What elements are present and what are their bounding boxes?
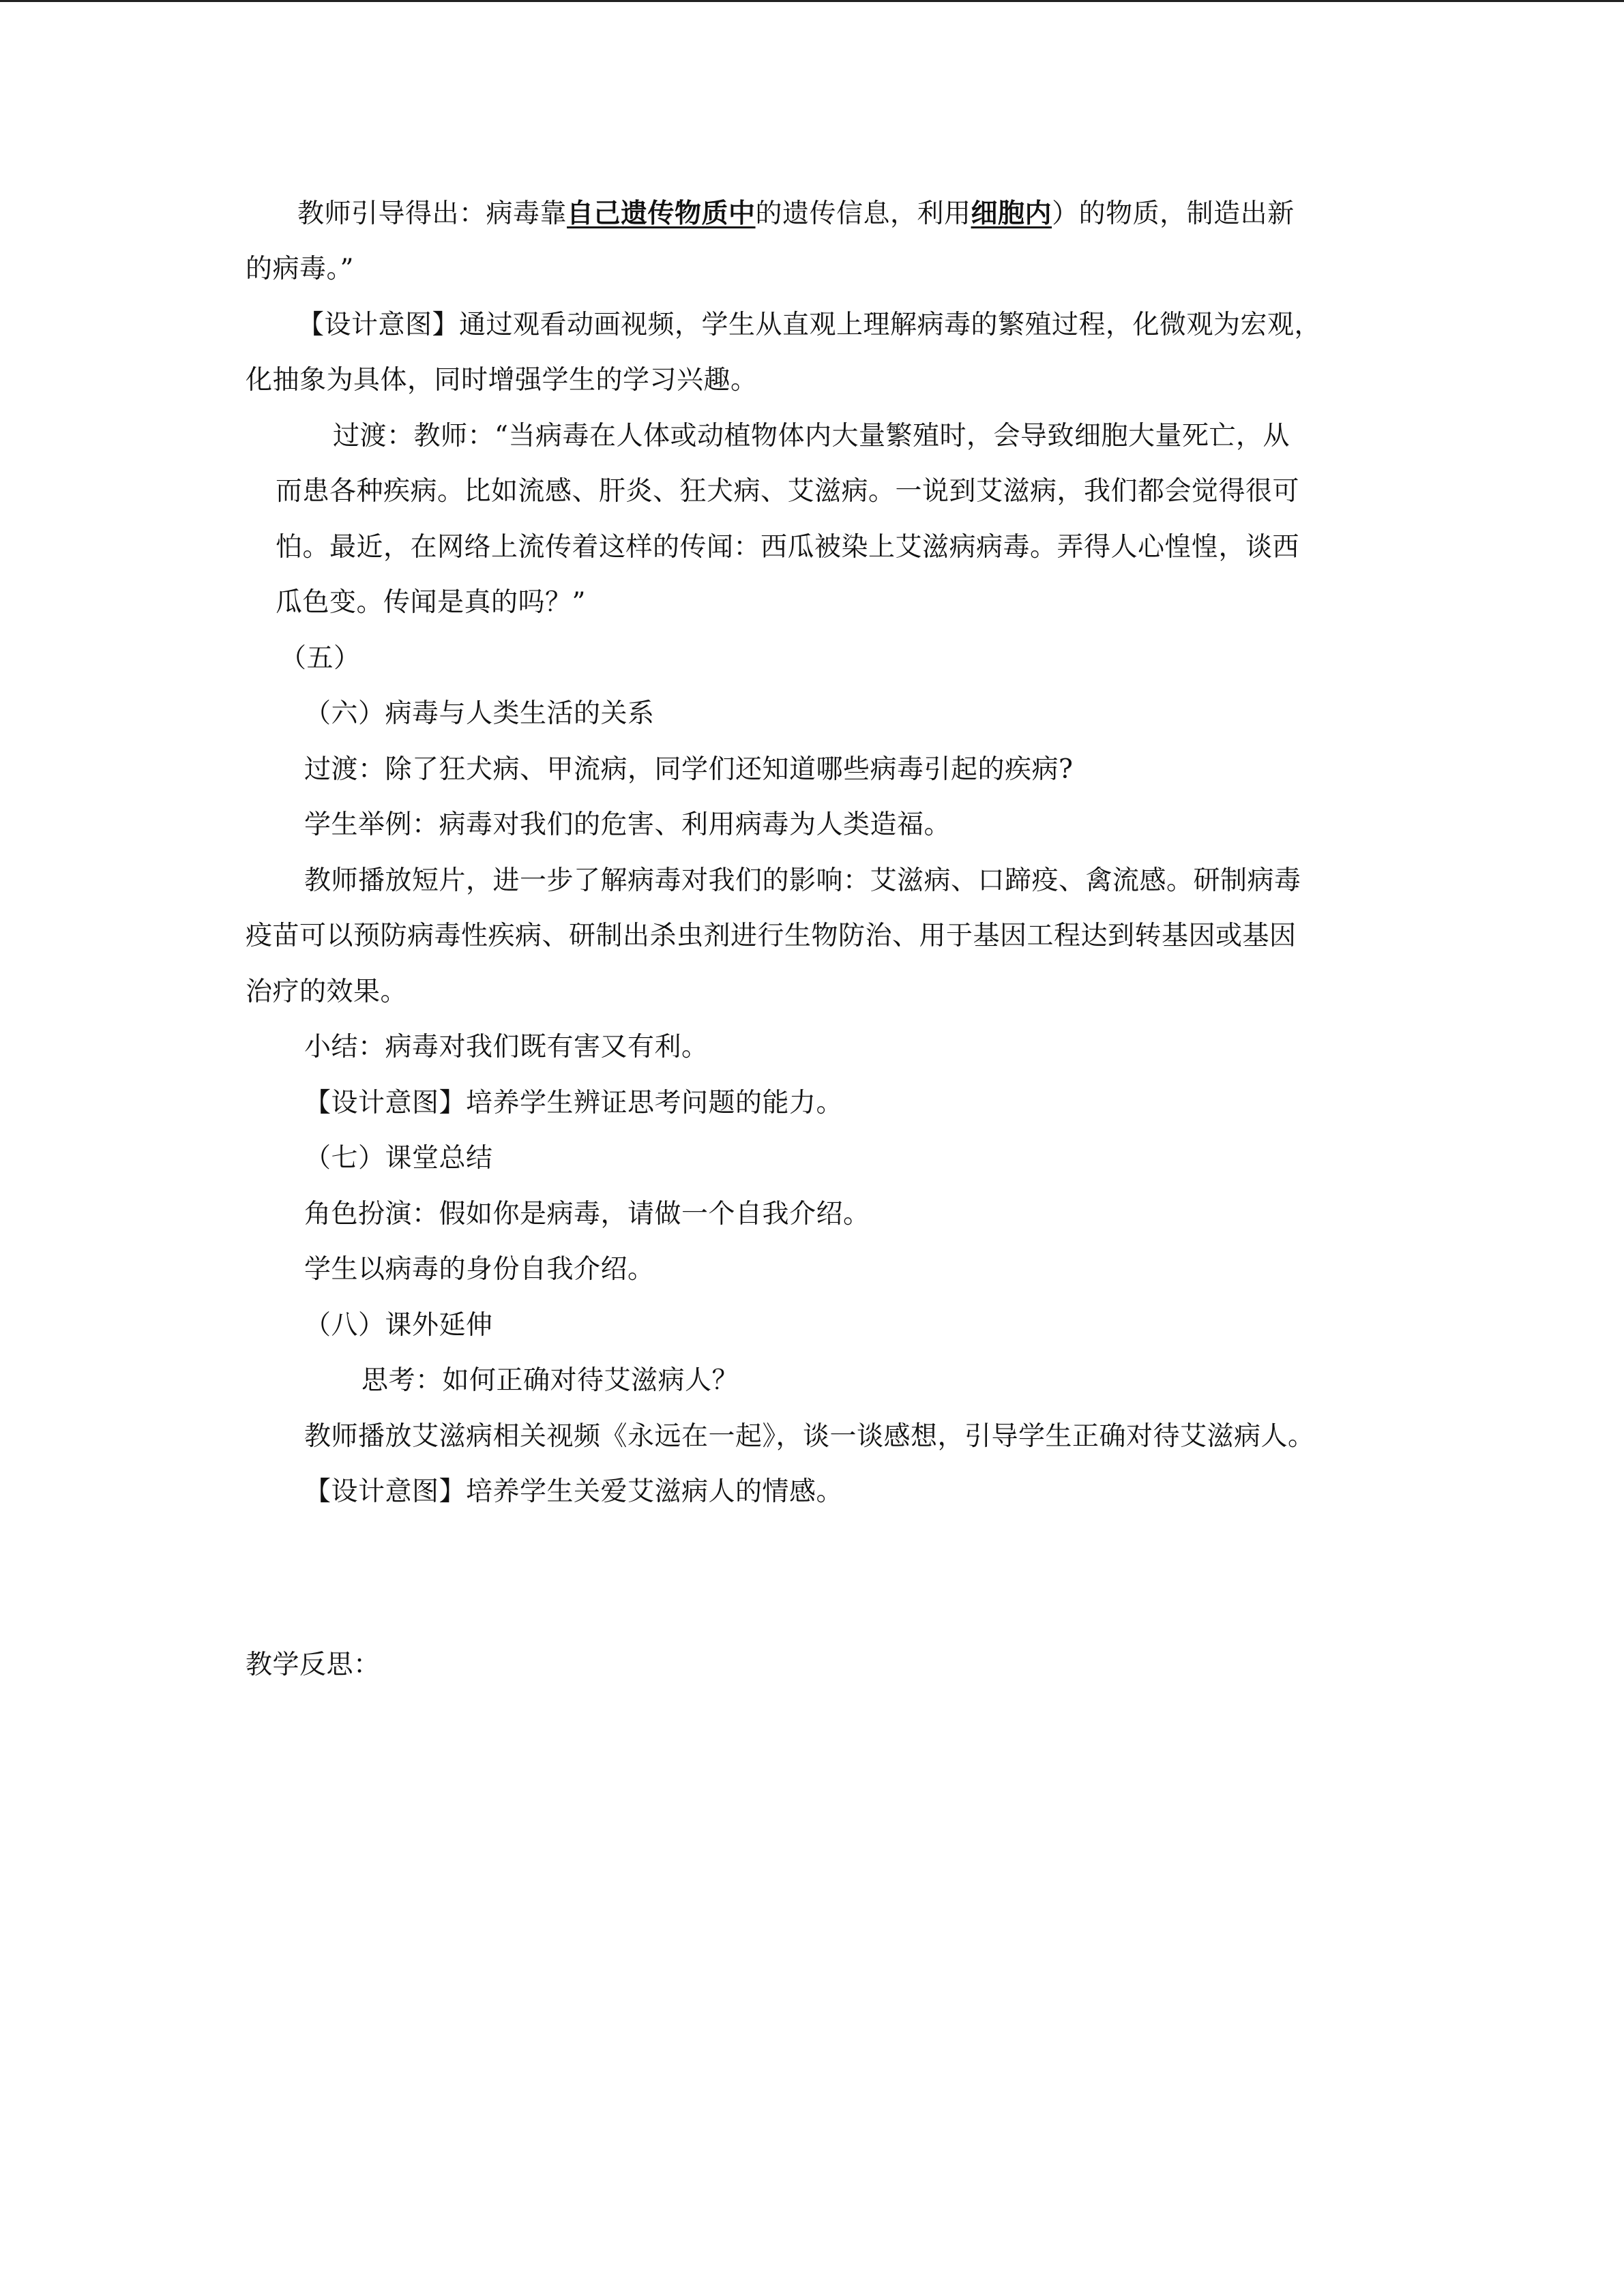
text-segment: ）的物质，制造出新 <box>1052 198 1295 229</box>
section-heading-seven: （七）课堂总结 <box>304 1143 493 1174</box>
section-heading-five: （五） <box>280 643 361 674</box>
summary-line: 小结：病毒对我们既有害又有利。 <box>304 1032 709 1062</box>
design-intent-video-line-2: 化抽象为具体，同时增强学生的学习兴趣。 <box>246 365 758 396</box>
section-heading-eight: （八）课外延伸 <box>304 1310 493 1341</box>
design-intent-care: 【设计意图】培养学生关爱艾滋病人的情感。 <box>304 1476 844 1507</box>
transition-paragraph-line-3: 怕。最近，在网络上流传着这样的传闻：西瓜被染上艾滋病病毒。弄得人心惶惶，谈西 <box>276 532 1300 563</box>
design-intent-video-line-1: 【设计意图】通过观看动画视频，学生从直观上理解病毒的繁殖过程，化微观为宏观， <box>297 310 1322 340</box>
text-segment: 的遗传信息，利用 <box>755 198 971 229</box>
student-self-intro-line: 学生以病毒的身份自我介绍。 <box>304 1254 655 1285</box>
transition-paragraph-line-1: 过渡：教师：“当病毒在人体或动植物体内大量繁殖时，会导致细胞大量死亡，从 <box>333 421 1290 451</box>
transition-paragraph-line-4: 瓜色变。传闻是真的吗？” <box>276 587 586 618</box>
transition-paragraph-line-2: 而患各种疾病。比如流感、肝炎、狂犬病、艾滋病。一说到艾滋病，我们都会觉得很可 <box>276 476 1300 507</box>
teacher-video-line-2: 疫苗可以预防病毒性疾病、研制出杀虫剂进行生物防治、用于基因工程达到转基因或基因 <box>246 921 1297 951</box>
text-segment: 教师引导得出：病毒靠 <box>297 198 567 229</box>
design-intent-dialectical: 【设计意图】培养学生辨证思考问题的能力。 <box>304 1088 844 1118</box>
section-heading-six: （六）病毒与人类生活的关系 <box>304 698 655 729</box>
student-examples: 学生举例：病毒对我们的危害、利用病毒为人类造福。 <box>304 809 951 840</box>
role-play-line: 角色扮演：假如你是病毒，请做一个自我介绍。 <box>304 1199 870 1229</box>
emphasis-genetic-material: 自己遗传物质中 <box>567 198 756 229</box>
paragraph-teacher-conclusion-line-1 <box>297 196 1295 232</box>
thinking-question: 思考：如何正确对待艾滋病人？ <box>361 1365 739 1396</box>
paragraph-teacher-conclusion-line-2: 的病毒。” <box>246 254 354 284</box>
transition-diseases: 过渡：除了狂犬病、甲流病，同学们还知道哪些病毒引起的疾病? <box>304 754 1074 785</box>
teacher-video-line-1: 教师播放短片，进一步了解病毒对我们的影响：艾滋病、口蹄疫、禽流感。研制病毒 <box>304 865 1301 896</box>
teacher-video-line-3: 治疗的效果。 <box>246 976 408 1007</box>
page-top-border <box>0 0 1624 2</box>
teaching-reflection-label: 教学反思： <box>246 1650 381 1680</box>
teacher-aids-video-line: 教师播放艾滋病相关视频《永远在一起》，谈一谈感想，引导学生正确对待艾滋病人。 <box>304 1421 1315 1452</box>
emphasis-inside-cell: 细胞内 <box>971 198 1052 229</box>
